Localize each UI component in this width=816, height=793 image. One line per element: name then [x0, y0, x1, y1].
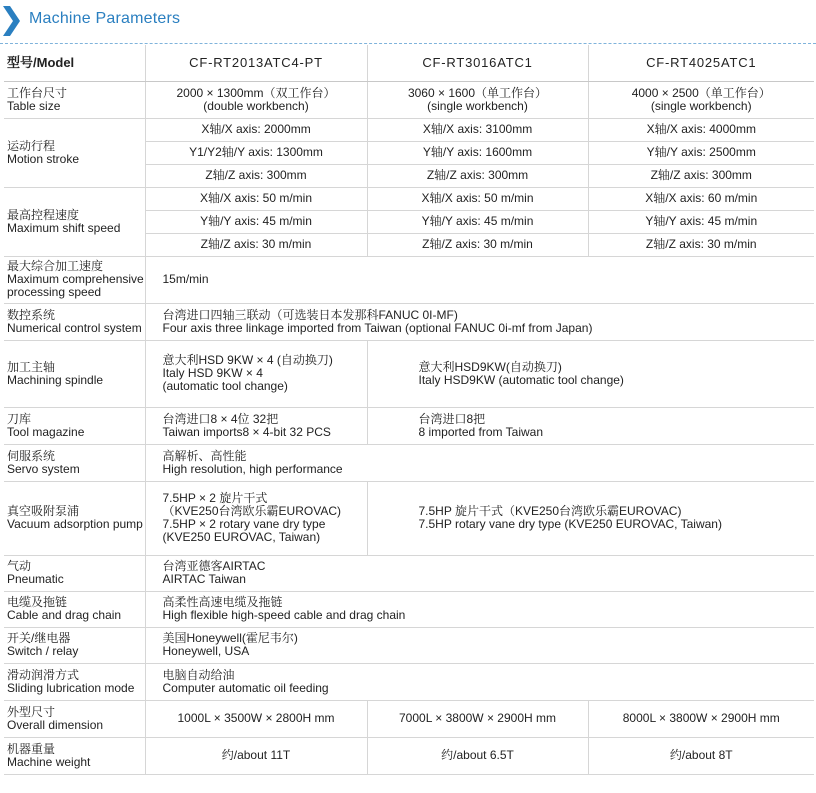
machine-weight-2: 约/about 6.5T	[367, 737, 588, 774]
processing-speed-label: 最大综合加工速度 Maximum comprehensive processing speed	[4, 256, 145, 303]
spindle-value-2: 意大利HSD9KW(自动换刀) Italy HSD9KW (automatic tool change)	[367, 340, 814, 407]
numerical-control-value: 台湾进口四轴三联动（可选装日本发那科FANUC 0I-MF) Four axis three linkage imported from Taiwan (optional FANUC 0i-mf from Japan)	[145, 303, 814, 340]
pneumatic-row	[4, 555, 814, 591]
stroke-z-1: Z轴/Z axis: 300mm	[145, 164, 367, 187]
model-1: CF-RT2013ATC4-PT	[145, 45, 367, 81]
overall-dimension-row	[4, 700, 814, 737]
chevron-right-icon	[0, 6, 22, 36]
speed-y-2: Y轴/Y axis: 45 m/min	[367, 210, 588, 233]
pneumatic-value: 台湾亚德客AIRTAC AIRTAC Taiwan	[145, 555, 814, 591]
model-label: 型号/Model	[4, 45, 145, 81]
motion-stroke-label: 运动行程 Motion stroke	[4, 118, 145, 187]
numerical-control-row	[4, 303, 814, 340]
tool-magazine-row	[4, 407, 814, 444]
servo-label: 伺服系统 Servo system	[4, 444, 145, 481]
speed-z-1: Z轴/Z axis: 30 m/min	[145, 233, 367, 256]
speed-x-2: X轴/X axis: 50 m/min	[367, 187, 588, 210]
stroke-y-1: Y1/Y2轴/Y axis: 1300mm	[145, 141, 367, 164]
spindle-value-1: 意大利HSD 9KW × 4 (自动换刀) Italy HSD 9KW × 4 (automatic tool change)	[145, 340, 367, 407]
tool-magazine-value-2: 台湾进口8把 8 imported from Taiwan	[367, 407, 814, 444]
model-header-row	[4, 45, 814, 81]
switch-value: 美国Honeywell(霍尼韦尔) Honeywell, USA	[145, 627, 814, 663]
table-size-label: 工作台尺寸 Table size	[4, 81, 145, 118]
table-size-value-1: 2000 × 1300mm（双工作台） (double workbench)	[145, 81, 367, 118]
vacuum-value-1: 7.5HP × 2 旋片干式 （KVE250台湾欧乐霸EUROVAC) 7.5HP × 2 rotary vane dry type (KVE250 EUROVAC, Taiwan)	[145, 481, 367, 555]
table-size-value-2: 3060 × 1600（单工作台） (single workbench)	[367, 81, 588, 118]
vacuum-row	[4, 481, 814, 555]
stroke-y-2: Y轴/Y axis: 1600mm	[367, 141, 588, 164]
speed-z-2: Z轴/Z axis: 30 m/min	[367, 233, 588, 256]
motion-stroke-row-x	[4, 118, 814, 141]
servo-row	[4, 444, 814, 481]
pneumatic-label: 气动 Pneumatic	[4, 555, 145, 591]
shift-speed-label: 最高控程速度 Maximum shift speed	[4, 187, 145, 256]
vacuum-value-2: 7.5HP 旋片干式（KVE250台湾欧乐霸EUROVAC) 7.5HP rotary vane dry type (KVE250 EUROVAC, Taiwan)	[367, 481, 814, 555]
overall-dimension-2: 7000L × 3800W × 2900H mm	[367, 700, 588, 737]
machine-weight-3: 约/about 8T	[588, 737, 814, 774]
table-size-value-3: 4000 × 2500（单工作台） (single workbench)	[588, 81, 814, 118]
section-title: Machine Parameters	[29, 10, 181, 27]
model-2: CF-RT3016ATC1	[367, 45, 588, 81]
stroke-z-3: Z轴/Z axis: 300mm	[588, 164, 814, 187]
speed-y-3: Y轴/Y axis: 45 m/min	[588, 210, 814, 233]
speed-x-3: X轴/X axis: 60 m/min	[588, 187, 814, 210]
section-header	[0, 0, 816, 44]
model-3: CF-RT4025ATC1	[588, 45, 814, 81]
overall-dimension-label: 外型尺寸 Overall dimension	[4, 700, 145, 737]
overall-dimension-1: 1000L × 3500W × 2800H mm	[145, 700, 367, 737]
cable-label: 电缆及拖链 Cable and drag chain	[4, 591, 145, 627]
switch-label: 开关/继电器 Switch / relay	[4, 627, 145, 663]
parameters-table	[4, 45, 814, 775]
tool-magazine-label: 刀库 Tool magazine	[4, 407, 145, 444]
speed-x-1: X轴/X axis: 50 m/min	[145, 187, 367, 210]
overall-dimension-3: 8000L × 3800W × 2900H mm	[588, 700, 814, 737]
tool-magazine-value-1: 台湾进口8 × 4位 32把 Taiwan imports8 × 4-bit 32 PCS	[145, 407, 367, 444]
stroke-x-1: X轴/X axis: 2000mm	[145, 118, 367, 141]
lubrication-row	[4, 663, 814, 700]
spindle-label: 加工主轴 Machining spindle	[4, 340, 145, 407]
vacuum-label: 真空吸附泵浦 Vacuum adsorption pump	[4, 481, 145, 555]
table-size-row	[4, 81, 814, 118]
processing-speed-value: 15m/min	[145, 256, 814, 303]
cable-row	[4, 591, 814, 627]
lubrication-value: 电脑自动给油 Computer automatic oil feeding	[145, 663, 814, 700]
stroke-y-3: Y轴/Y axis: 2500mm	[588, 141, 814, 164]
servo-value: 高解析、高性能 High resolution, high performance	[145, 444, 814, 481]
title-rule	[0, 43, 816, 44]
switch-row	[4, 627, 814, 663]
stroke-x-2: X轴/X axis: 3100mm	[367, 118, 588, 141]
machine-weight-label: 机器重量 Machine weight	[4, 737, 145, 774]
stroke-x-3: X轴/X axis: 4000mm	[588, 118, 814, 141]
machine-weight-1: 约/about 11T	[145, 737, 367, 774]
machine-weight-row	[4, 737, 814, 774]
speed-z-3: Z轴/Z axis: 30 m/min	[588, 233, 814, 256]
cable-value: 高柔性高速电缆及拖链 High flexible high-speed cable and drag chain	[145, 591, 814, 627]
processing-speed-row	[4, 256, 814, 303]
numerical-control-label: 数控系统 Numerical control system	[4, 303, 145, 340]
stroke-z-2: Z轴/Z axis: 300mm	[367, 164, 588, 187]
spindle-row	[4, 340, 814, 407]
lubrication-label: 滑动润滑方式 Sliding lubrication mode	[4, 663, 145, 700]
speed-y-1: Y轴/Y axis: 45 m/min	[145, 210, 367, 233]
shift-speed-row-x	[4, 187, 814, 210]
